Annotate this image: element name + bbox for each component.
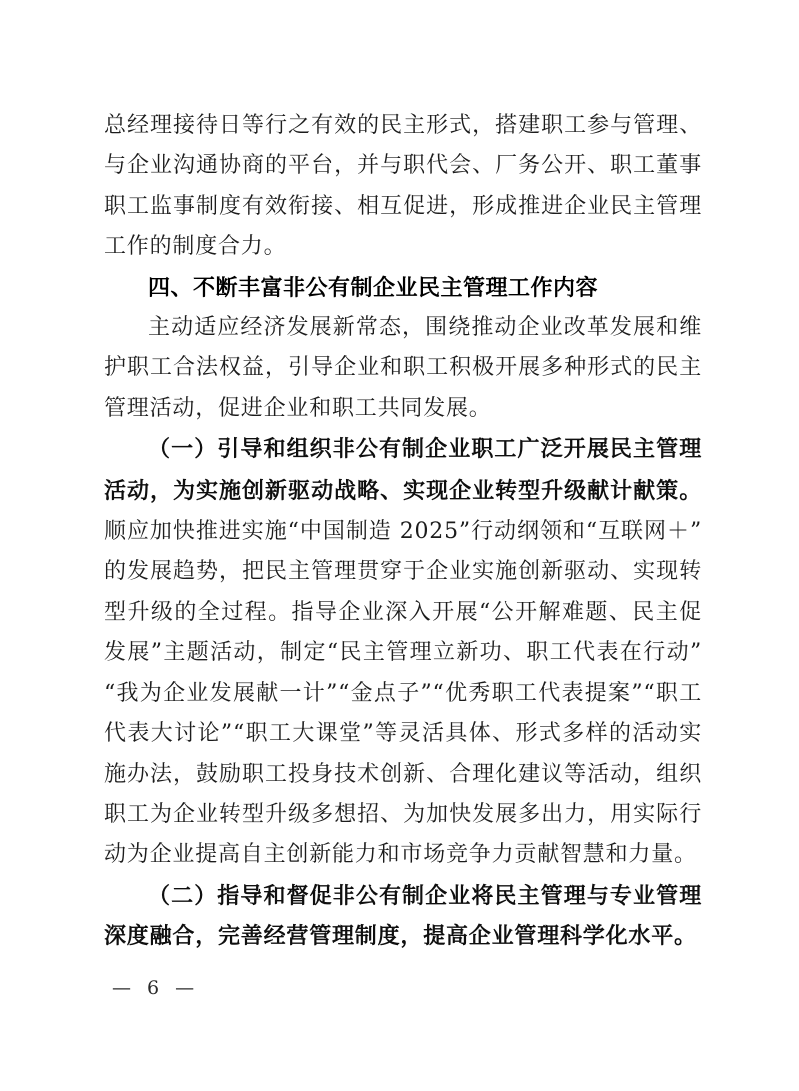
paragraph-item-1-body: 顺应加快推进实施“中国制造 2025”行动纲领和“互联网＋”的发展趋势，把民主管理贯穿于企业实施创新驱动、实现转型升级的全过程。指导企业深入开展“公开解难题、民主促发展”主题活动，制定“民主管理立新功、职工代表在行动”“我为企业发展献一计”“金点子”“优秀职工代表提案”“职工代表大讨论”“职工大课堂”等灵活具体、形式多样的活动实施办法，鼓励职工投身技术创新、合理化建议等活动，组织职工为企业转型升级多想招、为加快发展多出力，用实际行动为企业提高自主创新能力和市场竞争力贡献智慧和力量。: [104, 519, 702, 868]
paragraph-continuation: 总经理接待日等行之有效的民主形式，搭建职工参与管理、与企业沟通协商的平台，并与职代会、厂务公开、职工董事职工监事制度有效衔接、相互促进，形成推进企业民主管理工作的制度合力。: [104, 113, 702, 260]
page-number: — 6 —: [112, 977, 200, 999]
section-heading: 四、不断丰富非公有制企业民主管理工作内容: [148, 274, 599, 300]
paragraph-item-1-lead: （一）引导和组织非公有制企业职工广泛开展民主管理活动，为实施创新驱动战略、实现企业转型升级献计献策。: [104, 436, 702, 504]
paragraph-item-2: （二）指导和督促非公有制企业将民主管理与专业管理深度融合，完善经营管理制度，提高企业管理科学化水平。: [104, 882, 702, 950]
document-page: [104, 106, 702, 957]
paragraph-item-1: [104, 429, 702, 875]
paragraph-intro: 主动适应经济发展新常态，围绕推动企业改革发展和维护职工合法权益，引导企业和职工积极开展多种形式的民主管理活动，促进企业和职工共同发展。: [104, 315, 702, 421]
